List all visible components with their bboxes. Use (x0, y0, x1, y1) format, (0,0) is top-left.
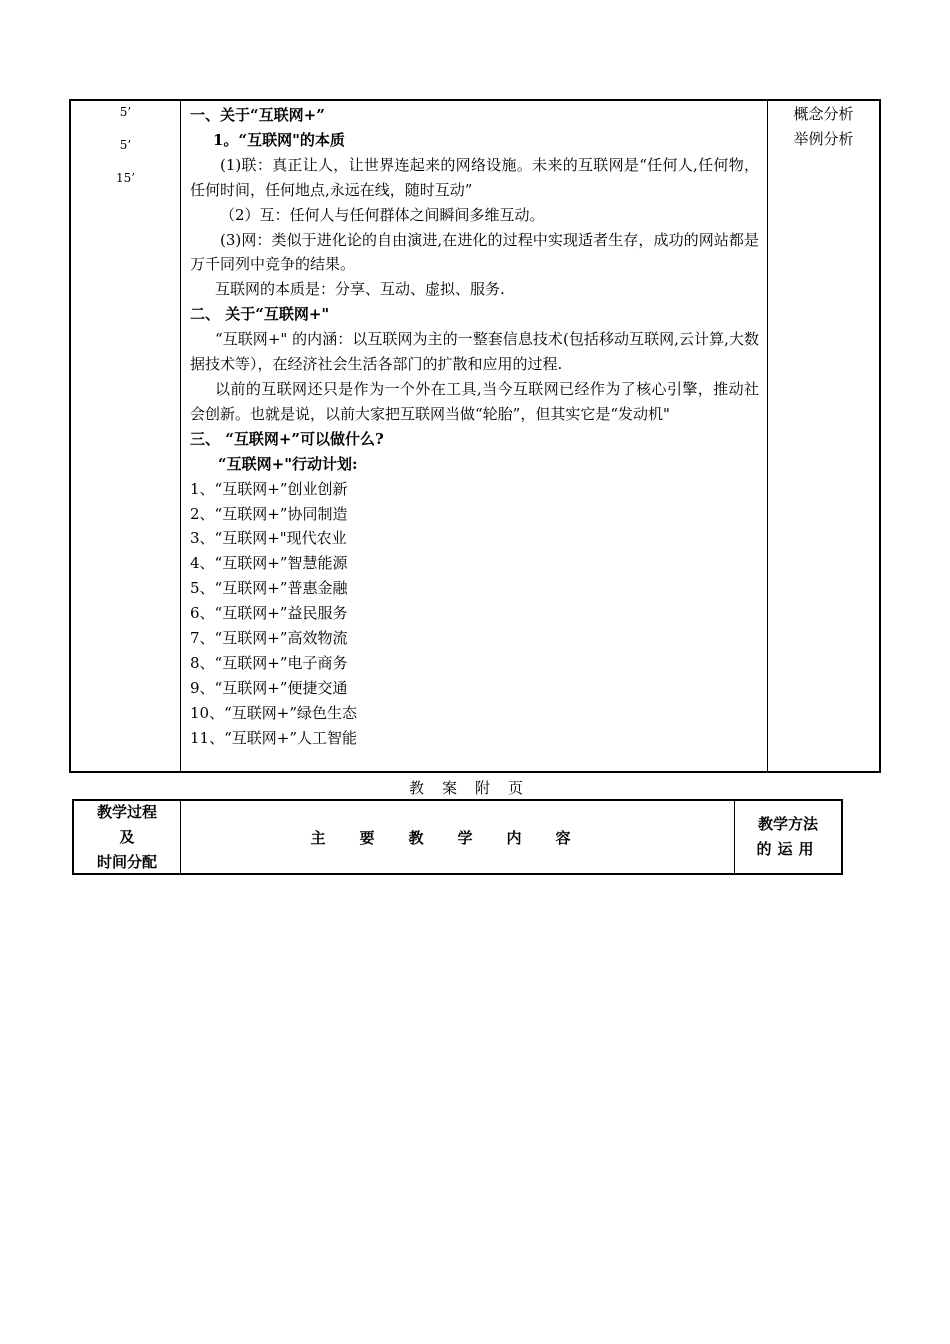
time-item: 15’ (115, 171, 136, 185)
time-item: 5’ (119, 105, 132, 119)
teaching-method-column (768, 101, 879, 771)
paragraph-interact: （2）互：任何人与任何群体之间瞬间多维互动。 (220, 205, 545, 224)
list-item: 1、“互联网+”创业创新 (190, 479, 348, 498)
list-item: 8、“互联网+”电子商务 (190, 653, 348, 672)
list-item: 9、“互联网+”便捷交通 (190, 678, 348, 697)
header-line: 及 (119, 827, 135, 846)
list-item: 10、“互联网+”绿色生态 (190, 703, 357, 722)
subsection-heading-3: “互联网+"行动计划: (218, 454, 358, 473)
header-line: 教学方法 (757, 815, 818, 833)
paragraph-engine: 以前的互联网还只是作为一个外在工具,当今互联网已经作为了核心引擎，推动社会创新。也就是说，以前大家把互联网当做“轮胎”，但其实它是“发动机" (190, 379, 759, 423)
teaching-content-column (181, 101, 768, 771)
header-line: 教学过程 (96, 802, 157, 821)
paragraph-essence: 互联网的本质是：分享、互动、虚拟、服务. (215, 280, 505, 299)
list-item: 3、“互联网+"现代农业 (190, 529, 347, 548)
process-time-header (74, 801, 181, 873)
annex-page-title: 教案附页 (408, 779, 541, 797)
paragraph-connotation: “互联网+" 的内涵：以互联网为主的一整套信息技术(包括移动互联网,云计算,大数据技术等），在经济社会生活各部门的扩散和应用的过程. (190, 330, 759, 374)
list-item: 5、“互联网+”普惠金融 (190, 579, 348, 598)
main-content-header: 主要教学内容 (181, 801, 735, 873)
subsection-heading-1: 1。“互联网"的本质 (213, 130, 345, 149)
method-header (735, 801, 841, 873)
section-heading-1: 一、关于“互联网+” (190, 106, 325, 124)
header-line: 的运用 (756, 840, 820, 858)
list-item: 2、“互联网+”协同制造 (190, 504, 348, 523)
section-heading-2: 二、 关于“互联网+" (190, 305, 330, 324)
method-item: 举例分析 (793, 130, 854, 148)
list-item: 4、“互联网+”智慧能源 (190, 554, 348, 573)
header-line: 时间分配 (96, 852, 157, 871)
section-heading-3: 三、 “互联网+”可以做什么? (190, 429, 384, 448)
annex-header-table (72, 799, 843, 875)
time-allocation-column (71, 101, 181, 771)
paragraph-connect: (1)联：真正让人，让世界连起来的网络设施。未来的互联网是“任何人,任何物，任何时间，任何地点,永远在线，随时互动” (190, 155, 759, 199)
time-item: 5’ (119, 138, 132, 152)
list-item: 7、“互联网+”高效物流 (190, 629, 348, 648)
method-item: 概念分析 (793, 105, 854, 123)
list-item: 11、“互联网+”人工智能 (190, 728, 357, 747)
paragraph-network: (3)网：类似于进化论的自由演进,在进化的过程中实现适者生存，成功的网站都是万千同列中竞争的结果。 (190, 230, 759, 274)
lesson-plan-table (69, 99, 881, 773)
list-item: 6、“互联网+”益民服务 (190, 604, 348, 623)
